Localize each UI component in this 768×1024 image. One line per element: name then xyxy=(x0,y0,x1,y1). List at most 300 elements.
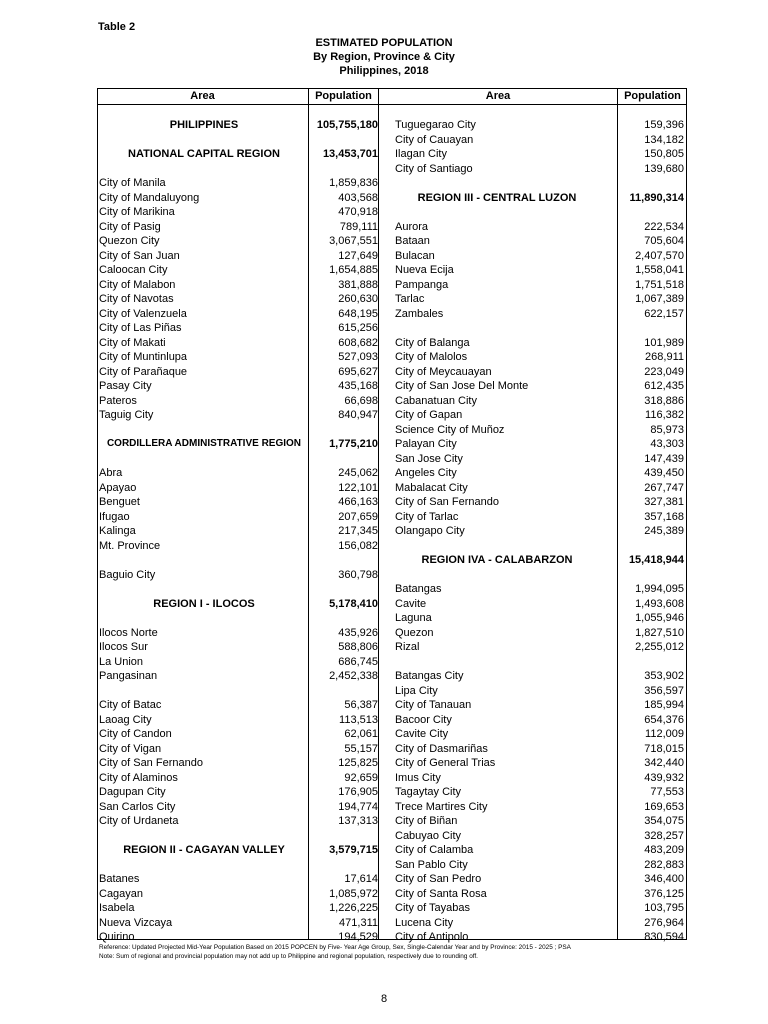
population-value: 77,553 xyxy=(650,786,684,798)
population-value: 356,597 xyxy=(644,684,684,697)
area-name: Laguna xyxy=(395,612,432,624)
table-row xyxy=(99,466,389,481)
table-row xyxy=(99,278,389,293)
table-row xyxy=(99,365,389,380)
table-row xyxy=(395,727,686,742)
area-name: Cavite City xyxy=(395,728,449,740)
area-name: Tuguegarao City xyxy=(395,119,476,131)
area-name: Bataan xyxy=(395,235,430,247)
population-value: 615,256 xyxy=(338,322,378,334)
area-name: City of Manila xyxy=(99,177,166,189)
area-name: City of Santa Rosa xyxy=(395,887,487,900)
table-row xyxy=(99,292,389,307)
population-value: 686,745 xyxy=(338,655,378,668)
population-value: 353,902 xyxy=(644,670,684,682)
table-row xyxy=(99,394,389,409)
table-row xyxy=(99,379,389,394)
area-name: Ilocos Sur xyxy=(99,641,148,653)
population-value: 357,168 xyxy=(644,510,684,523)
area-name: City of Pasig xyxy=(99,220,161,233)
population-value: 789,111 xyxy=(339,220,378,233)
population-value: 3,579,715 xyxy=(329,844,378,856)
table-row xyxy=(395,843,686,858)
table-row xyxy=(395,785,686,800)
table-row xyxy=(99,887,389,902)
table-row xyxy=(99,539,389,554)
table-row xyxy=(395,640,686,655)
area-name: San Carlos City xyxy=(99,800,176,813)
table-row xyxy=(99,510,389,525)
area-name: City of Parañaque xyxy=(99,365,188,378)
population-value: 134,182 xyxy=(644,133,684,146)
table-row xyxy=(99,727,389,742)
table-row xyxy=(395,713,686,728)
population-value: 1,226,225 xyxy=(329,902,378,914)
population-value: 56,387 xyxy=(344,699,378,711)
area-name: Mt. Province xyxy=(99,539,161,552)
area-name: City of Antipolo xyxy=(395,931,469,943)
area-name: Nueva Ecija xyxy=(395,264,454,276)
area-name: Dagupan City xyxy=(99,786,166,798)
population-value: 622,157 xyxy=(644,307,684,320)
population-value: 116,382 xyxy=(645,409,684,421)
table-row xyxy=(395,278,686,293)
area-name: Ifugao xyxy=(99,510,130,523)
table-row xyxy=(99,249,389,264)
population-value: 15,418,944 xyxy=(628,554,684,566)
table-row xyxy=(395,901,686,916)
area-name: Quezon City xyxy=(99,235,160,247)
area-name: Olangapo City xyxy=(395,525,465,537)
population-value: 194,774 xyxy=(338,800,378,813)
spacer-row xyxy=(99,423,389,438)
area-name: Batanes xyxy=(99,873,140,885)
table-row xyxy=(395,510,686,525)
population-value: 527,093 xyxy=(338,351,378,363)
area-name: Isabela xyxy=(99,902,135,914)
area-name: Trece Martires City xyxy=(395,800,488,813)
table-label: Table 2 xyxy=(98,21,136,33)
population-value: 176,905 xyxy=(338,786,378,798)
area-name: REGION III - CENTRAL LUZON xyxy=(417,191,577,204)
table-row xyxy=(99,800,389,815)
table-row xyxy=(99,742,389,757)
area-name: San Pablo City xyxy=(395,858,468,871)
region-header-row xyxy=(99,147,389,162)
spacer-row xyxy=(395,176,686,191)
spacer-row xyxy=(395,568,686,583)
table-row xyxy=(395,147,686,162)
area-name: Mabalacat City xyxy=(395,481,468,494)
area-name: Ilocos Norte xyxy=(99,626,158,639)
table-row xyxy=(99,307,389,322)
population-value: 103,795 xyxy=(644,902,684,914)
spacer-row xyxy=(99,858,389,873)
population-value: 122,101 xyxy=(338,481,378,494)
table-row xyxy=(99,495,389,510)
spacer-row xyxy=(99,133,389,148)
area-name: Pateros xyxy=(99,394,137,407)
area-name: REGION I - ILOCOS xyxy=(153,597,255,610)
spacer-row xyxy=(395,539,686,554)
population-value: 43,303 xyxy=(650,438,684,450)
population-value: 101,989 xyxy=(644,336,684,349)
area-name: City of San Pedro xyxy=(395,873,482,885)
footnote-reference: Reference: Updated Projected Mid-Year Population Based on 2015 POPCEN by Five- Year Age Group, Sex, Single-Calendar Year and by Province: 2015 - 2025 ; PSA xyxy=(99,944,571,951)
area-name: Quezon xyxy=(395,626,434,639)
area-name: Nueva Vizcaya xyxy=(99,916,173,929)
table-row xyxy=(395,524,686,539)
spacer-row xyxy=(99,582,389,597)
table-row xyxy=(395,742,686,757)
area-name: Benguet xyxy=(99,496,140,508)
area-name: Bulacan xyxy=(395,249,435,262)
population-value: 483,209 xyxy=(644,844,684,856)
population-value: 282,883 xyxy=(644,858,684,871)
area-name: Lipa City xyxy=(395,684,438,697)
area-name: City of San Juan xyxy=(99,249,180,262)
table-row xyxy=(395,249,686,264)
population-value: 840,947 xyxy=(338,409,378,421)
table-row xyxy=(99,698,389,713)
table-row xyxy=(395,495,686,510)
area-name: Tarlac xyxy=(395,293,425,305)
table-row xyxy=(99,321,389,336)
table-column-left xyxy=(99,118,389,945)
table-row xyxy=(99,350,389,365)
table-row xyxy=(99,785,389,800)
population-value: 222,534 xyxy=(644,220,684,233)
population-value: 705,604 xyxy=(644,235,684,247)
population-value: 66,698 xyxy=(344,394,378,407)
area-name: Cavite xyxy=(395,597,427,610)
area-name: La Union xyxy=(99,655,144,668)
table-row xyxy=(395,408,686,423)
area-name: Abra xyxy=(99,467,123,479)
table-row xyxy=(395,800,686,815)
area-name: City of Santiago xyxy=(395,162,473,175)
table-row xyxy=(395,394,686,409)
table-row xyxy=(99,220,389,235)
population-value: 342,440 xyxy=(644,757,684,769)
region-header-row xyxy=(395,553,686,568)
header-area-right: Area xyxy=(485,90,511,102)
area-name: City of Batac xyxy=(99,699,162,711)
table-row xyxy=(395,133,686,148)
spacer-row xyxy=(99,553,389,568)
table-row xyxy=(99,524,389,539)
population-value: 217,345 xyxy=(338,525,378,537)
population-value: 439,450 xyxy=(644,467,684,479)
area-name: Taguig City xyxy=(99,409,154,421)
area-name: Rizal xyxy=(395,641,420,653)
table-row xyxy=(395,669,686,684)
population-value: 1,085,972 xyxy=(329,887,378,900)
table-row xyxy=(395,162,686,177)
table-row xyxy=(395,336,686,351)
area-name: San Jose City xyxy=(395,452,463,465)
area-name: City of Tanauan xyxy=(395,699,472,711)
population-value: 1,751,518 xyxy=(635,278,684,291)
area-name: City of Tayabas xyxy=(395,902,471,914)
area-name: City of San Fernando xyxy=(99,757,203,769)
population-value: 223,049 xyxy=(644,365,684,378)
table-row xyxy=(395,698,686,713)
table-row xyxy=(99,336,389,351)
header-area-left: Area xyxy=(190,90,215,102)
area-name: NATIONAL CAPITAL REGION xyxy=(128,148,280,160)
population-value: 92,659 xyxy=(344,771,378,784)
population-value: 169,653 xyxy=(644,800,684,813)
area-name: Baguio City xyxy=(99,568,156,581)
region-header-row xyxy=(395,191,686,206)
area-name: Zambales xyxy=(395,307,444,320)
population-value: 608,682 xyxy=(338,336,378,349)
population-value: 260,630 xyxy=(338,293,378,305)
population-value: 1,067,389 xyxy=(635,293,684,305)
area-name: City of Mandaluyong xyxy=(99,191,200,204)
population-value: 1,827,510 xyxy=(635,626,684,639)
population-value: 466,163 xyxy=(338,496,378,508)
table-row xyxy=(395,597,686,612)
table-row xyxy=(395,887,686,902)
area-name: City of General Trias xyxy=(395,757,496,769)
table-row xyxy=(395,307,686,322)
population-value: 1,493,608 xyxy=(635,597,684,610)
population-value: 376,125 xyxy=(644,887,684,900)
area-name: City of Vigan xyxy=(99,742,162,755)
page-subtitle: By Region, Province & City xyxy=(313,51,455,63)
population-value: 654,376 xyxy=(644,713,684,726)
region-header-row xyxy=(99,118,389,133)
table-row xyxy=(99,713,389,728)
area-name: City of Makati xyxy=(99,336,166,349)
spacer-row xyxy=(99,684,389,699)
header-population-left: Population xyxy=(315,90,372,102)
table-row xyxy=(395,626,686,641)
region-header-row xyxy=(99,437,389,452)
population-value: 471,311 xyxy=(339,916,378,929)
population-value: 1,994,095 xyxy=(635,583,684,595)
table-row xyxy=(99,756,389,771)
table-column-right xyxy=(395,118,686,945)
population-value: 327,381 xyxy=(644,496,684,508)
population-value: 245,062 xyxy=(338,467,378,479)
population-value: 695,627 xyxy=(338,365,378,378)
area-name: City of Dasmariñas xyxy=(395,742,488,755)
area-name: Cabuyao City xyxy=(395,829,462,842)
spacer-row xyxy=(99,829,389,844)
area-name: Cagayan xyxy=(99,887,144,900)
area-name: City of Tarlac xyxy=(395,510,459,523)
area-name: Batangas xyxy=(395,583,442,595)
population-value: 1,654,885 xyxy=(329,264,378,276)
population-value: 2,452,338 xyxy=(329,670,378,682)
area-name: City of Marikina xyxy=(99,206,175,218)
page-subtitle-year: Philippines, 2018 xyxy=(339,65,429,77)
area-name: Caloocan City xyxy=(99,264,168,276)
area-name: Quirino xyxy=(99,931,135,943)
area-name: Angeles City xyxy=(395,467,457,479)
table-row xyxy=(395,582,686,597)
population-value: 139,680 xyxy=(644,162,684,175)
table-row xyxy=(99,669,389,684)
area-name: City of Malolos xyxy=(395,351,468,363)
page-number: 8 xyxy=(380,993,388,1005)
table-row xyxy=(395,220,686,235)
table-row xyxy=(395,350,686,365)
table-row xyxy=(395,756,686,771)
table-row xyxy=(99,481,389,496)
population-value: 439,932 xyxy=(644,771,684,784)
table-row xyxy=(99,263,389,278)
area-name: CORDILLERA ADMINISTRATIVE REGION xyxy=(106,438,302,449)
table-row xyxy=(99,655,389,670)
population-value: 435,926 xyxy=(338,626,378,639)
table-row xyxy=(395,118,686,133)
table-row xyxy=(395,263,686,278)
population-value: 11,890,314 xyxy=(629,191,684,204)
area-name: City of Calamba xyxy=(395,844,474,856)
area-name: City of Cauayan xyxy=(395,133,474,146)
region-header-row xyxy=(99,597,389,612)
area-name: City of Las Piñas xyxy=(99,322,182,334)
population-value: 2,407,570 xyxy=(635,249,684,262)
region-header-row xyxy=(99,843,389,858)
area-name: City of Candon xyxy=(99,728,172,740)
area-name: Kalinga xyxy=(99,525,136,537)
area-name: City of Gapan xyxy=(395,409,463,421)
population-value: 194,529 xyxy=(338,931,378,943)
table-row xyxy=(395,481,686,496)
population-value: 435,168 xyxy=(338,380,378,392)
area-name: City of Urdaneta xyxy=(99,815,179,827)
population-value: 2,255,012 xyxy=(635,641,684,653)
header-population-right: Population xyxy=(624,90,681,102)
area-name: Imus City xyxy=(395,771,441,784)
population-value: 13,453,701 xyxy=(322,148,378,160)
population-value: 346,400 xyxy=(644,873,684,885)
area-name: City of Navotas xyxy=(99,293,174,305)
area-name: Tagaytay City xyxy=(395,786,462,798)
table-row xyxy=(395,872,686,887)
table-row xyxy=(395,234,686,249)
population-value: 588,806 xyxy=(338,641,378,653)
population-value: 1,859,836 xyxy=(329,177,378,189)
table-row xyxy=(395,365,686,380)
area-name: Aurora xyxy=(395,220,429,233)
population-value: 185,994 xyxy=(644,699,684,711)
header-rule xyxy=(97,104,687,105)
spacer-row xyxy=(99,162,389,177)
table-row xyxy=(395,437,686,452)
population-value: 105,755,180 xyxy=(316,119,378,131)
table-row xyxy=(99,408,389,423)
population-value: 245,389 xyxy=(644,525,684,537)
table-row xyxy=(99,901,389,916)
table-row xyxy=(99,916,389,931)
table-row xyxy=(395,423,686,438)
population-value: 147,439 xyxy=(644,452,684,465)
table-row xyxy=(99,626,389,641)
footnote-note: Note: Sum of regional and provincial population may not add up to Philippine and regional population, respectively due to rounding off. xyxy=(99,953,478,960)
area-name: City of San Fernando xyxy=(395,496,499,508)
area-name: City of Muntinlupa xyxy=(99,351,188,363)
population-value: 1,055,946 xyxy=(635,612,684,624)
population-value: 159,396 xyxy=(644,119,684,131)
population-value: 318,886 xyxy=(644,394,684,407)
table-row xyxy=(99,568,389,583)
population-value: 85,973 xyxy=(650,423,684,436)
table-row xyxy=(395,611,686,626)
population-value: 354,075 xyxy=(644,815,684,827)
page-title: ESTIMATED POPULATION xyxy=(315,37,453,49)
spacer-row xyxy=(99,611,389,626)
area-name: Batangas City xyxy=(395,670,464,682)
area-name: City of San Jose Del Monte xyxy=(395,380,529,392)
table-row xyxy=(395,771,686,786)
area-name: Pasay City xyxy=(99,380,152,392)
area-name: Cabanatuan City xyxy=(395,394,477,407)
population-value: 648,195 xyxy=(338,307,378,320)
table-row xyxy=(395,684,686,699)
area-name: Laoag City xyxy=(99,713,152,726)
area-name: Lucena City xyxy=(395,916,454,929)
table-row xyxy=(99,814,389,829)
population-value: 55,157 xyxy=(344,742,378,755)
spacer-row xyxy=(395,205,686,220)
area-name: City of Malabon xyxy=(99,278,176,291)
area-name: REGION II - CAGAYAN VALLEY xyxy=(123,844,285,856)
area-name: Pampanga xyxy=(395,278,449,291)
table-row xyxy=(395,379,686,394)
population-value: 125,825 xyxy=(338,757,378,769)
table-row xyxy=(395,829,686,844)
area-name: PHILIPPINES xyxy=(169,119,239,131)
title-block xyxy=(0,36,768,78)
table-row xyxy=(395,814,686,829)
spacer-row xyxy=(395,655,686,670)
footnotes xyxy=(99,943,571,961)
population-value: 3,067,551 xyxy=(329,235,378,247)
population-value: 150,805 xyxy=(644,148,684,160)
population-value: 1,558,041 xyxy=(635,264,684,276)
area-name: City of Alaminos xyxy=(99,771,178,784)
table-row xyxy=(99,872,389,887)
population-value: 112,009 xyxy=(645,728,684,740)
spacer-row xyxy=(395,321,686,336)
population-value: 268,911 xyxy=(645,351,684,363)
table-row xyxy=(99,234,389,249)
area-name: City of Biñan xyxy=(395,815,458,827)
population-value: 113,513 xyxy=(339,713,378,726)
table-row xyxy=(99,191,389,206)
spacer-row xyxy=(99,452,389,467)
population-value: 612,435 xyxy=(644,380,684,392)
area-name: REGION IVA - CALABARZON xyxy=(421,554,573,566)
area-name: Bacoor City xyxy=(395,713,452,726)
population-value: 360,798 xyxy=(338,568,378,581)
area-name: City of Valenzuela xyxy=(99,307,187,320)
population-value: 381,888 xyxy=(338,278,378,291)
population-value: 276,964 xyxy=(644,916,684,929)
table-row xyxy=(99,640,389,655)
table-row xyxy=(395,452,686,467)
area-name: City of Meycauayan xyxy=(395,365,492,378)
area-name: City of Balanga xyxy=(395,336,470,349)
population-value: 470,918 xyxy=(338,206,378,218)
area-name: Apayao xyxy=(99,481,137,494)
